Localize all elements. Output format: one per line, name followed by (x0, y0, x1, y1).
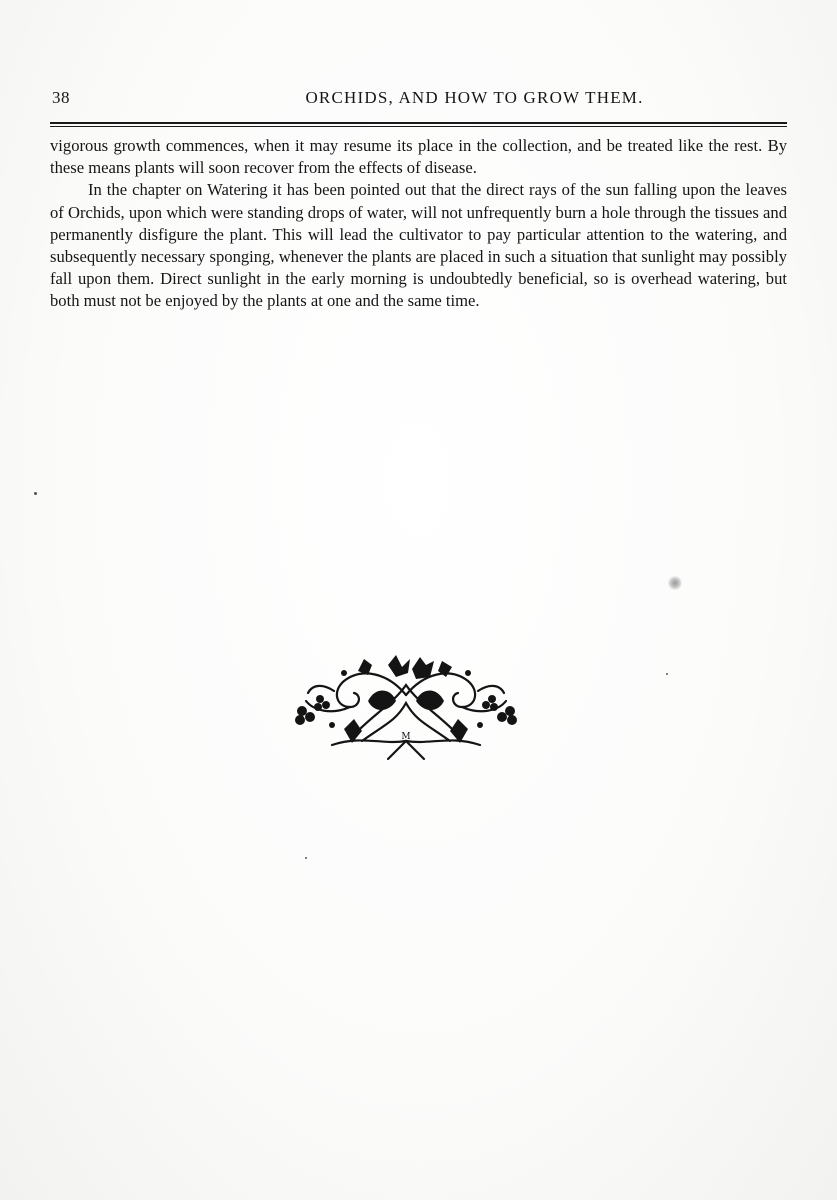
paragraph-watering: In the chapter on Watering it has been pointed out that the direct rays of the sun falling upon the leaves of Orchids, upon which were standing drops of water, will not unfrequently burn a hole through the tissues and permanently disfigure the plant. This will lead the cultivator to pay particular attention to the watering, and subsequently necessary sponging, whenever the plants are placed in such a situation that sunlight may possibly fall upon them. Direct sunlight in the early morning is undoubtedly beneficial, so is overhead watering, but both must not be enjoyed by the plants at one and the same time. (50, 180, 787, 311)
paper-speck (305, 857, 307, 859)
header-rule-thick (50, 122, 787, 124)
running-header (52, 86, 787, 110)
body-text (50, 135, 787, 313)
paper-speck (34, 492, 37, 495)
paper-smudge (668, 576, 682, 590)
ornament-monogram: M (401, 732, 411, 742)
floral-tailpiece-icon (292, 655, 520, 763)
paragraph-continuation: vigorous growth commences, when it may resume its place in the collection, and be treated like the rest. By these means plants will soon recover from the effects of disease. (50, 136, 787, 178)
header-rule-thin (50, 126, 787, 127)
paper-speck (666, 673, 668, 675)
page-number: 38 (52, 88, 70, 107)
running-title: ORCHIDS, AND HOW TO GROW THEM. (305, 88, 644, 107)
